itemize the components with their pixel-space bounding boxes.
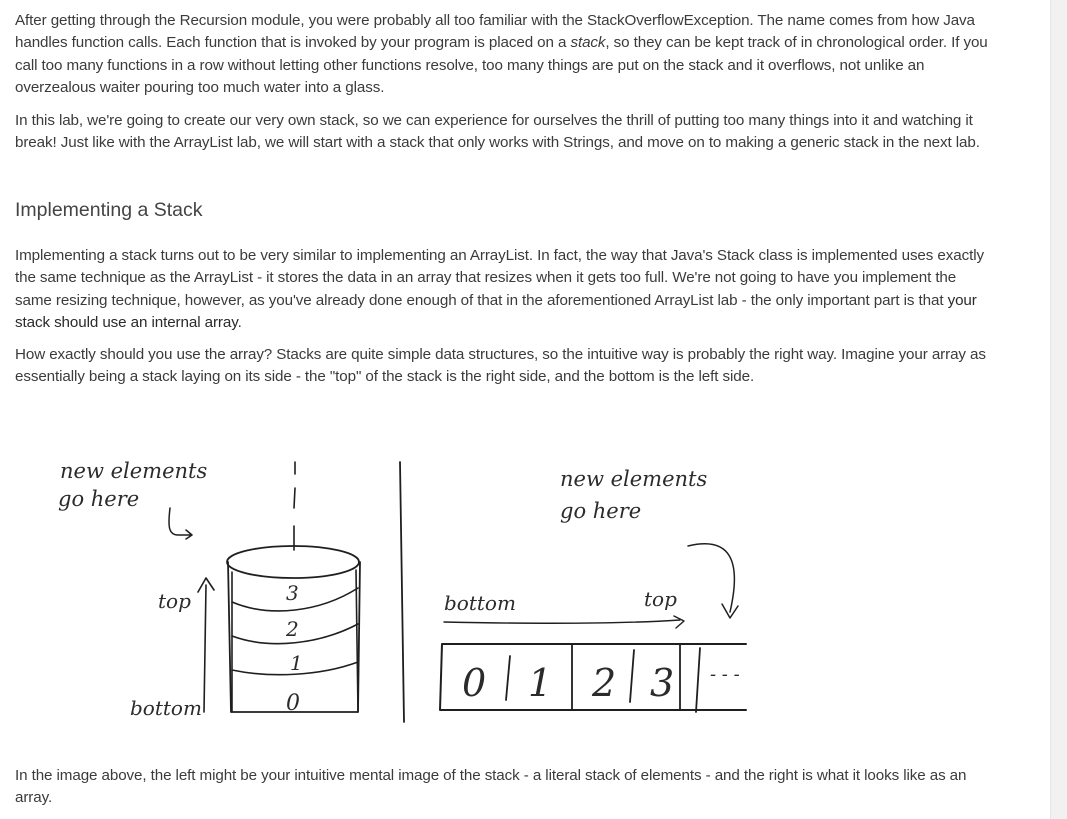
stack-overflow-dashes [294,462,295,550]
section-paragraph-2: How exactly should you use the array? Stacks are quite simple data structures, so the intuitive way is probably the right way. Imagine your array as essentially being a stack laying on its side - the "top" of the stack is the right side, and the bottom is the left side. [15,346,986,386]
up-arrow-icon [198,578,214,712]
array-cell-2: 2 [592,661,617,705]
intro-paragraph-1 [15,10,995,100]
left-arrow-icon [169,508,192,539]
stack-cell-2: 2 [286,617,299,641]
right-arrow-icon [688,544,738,618]
left-bottom-label: bottom [130,696,202,720]
internal-array-emphasis: your stack should use an internal array [15,291,977,332]
left-top-label: top [158,589,191,613]
intro-text-rest: , so they can be kept track of in chronological order. If you call too many functions in a row without letting other functions resolve, too many things are put on the stack and it overflows, not unlike an overzealous waiter pouring too much water into a glass. [15,34,988,97]
right-top-label: top [644,587,677,611]
array-cell-0: 0 [462,661,487,705]
left-go-here-label: go here [58,487,140,511]
stack-cell-3: 3 [286,581,299,605]
figure-caption: In the image above, the left might be your intuitive mental image of the stack - a literal stack of elements - and the right is what it looks like as an array. [15,767,967,807]
bottom-to-top-arrow-icon [444,616,684,628]
right-go-here-label: go here [560,499,642,523]
array-cell-1: 1 [528,661,553,705]
array-ellipsis: - - - [710,664,740,685]
left-new-elements-label: new elements [60,459,208,483]
page-scrollbar[interactable] [1050,0,1067,819]
stack-cell-0: 0 [286,691,300,716]
right-new-elements-label: new elements [560,467,708,491]
section-text: Implementing a stack turns out to be very similar to implementing an ArrayList. In fact, the way that Java's Stack class is implemented uses exactly the same technique as the ArrayList - it stores the data in an array that resizes when it gets too full. We're not going to have you implement the same resizing technique, however, as you've already done enough of that in the aforementioned ArrayList lab - the only important part is that [15,247,984,309]
intro-text: After getting through the Recursion module, you were probably all too familiar with the StackOverflowException. The name comes from how Java handles function calls. Each function that is invoked by your program is placed on a [15,12,975,52]
section-heading: Implementing a Stack [15,199,203,221]
stack-diagram [40,440,800,740]
section-paragraph-1 [15,245,995,335]
stack-emphasis: stack [570,34,606,52]
figure-divider [400,462,404,722]
stack-illustration [40,440,800,740]
stack-cell-1: 1 [290,651,303,675]
section-text-end: . [237,314,242,332]
right-bottom-label: bottom [444,591,516,615]
stack-top-cap [227,546,359,578]
intro-paragraph-2: In this lab, we're going to create our very own stack, so we can experience for ourselves the thrill of putting too many things into it and watching it break! Just like with the ArrayList lab, we will start with a stack that only works with Strings, and move on to making a generic stack in the next lab. [15,112,980,152]
array-cell-3: 3 [650,661,675,705]
